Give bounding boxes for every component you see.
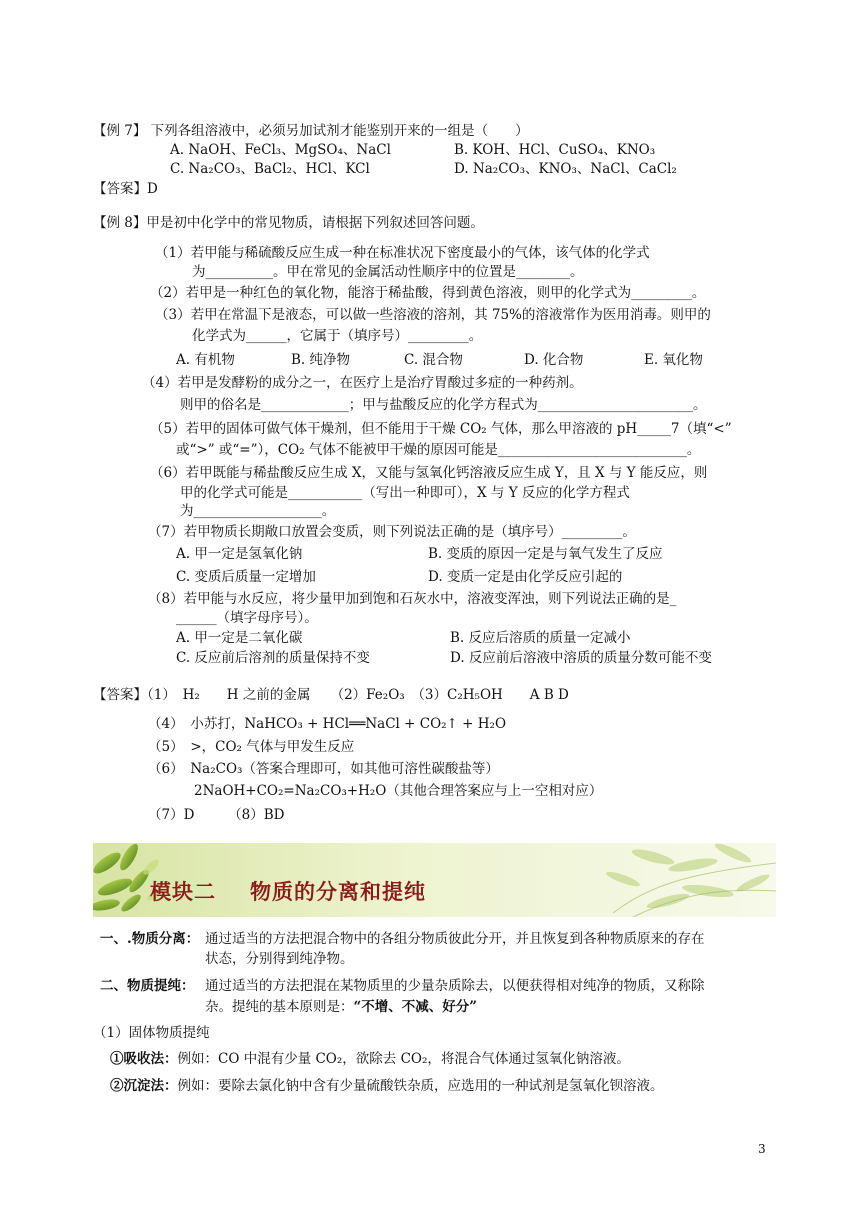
example-7-question: 【例 7】 下列各组溶液中，必须另加试剂才能鉴别开来的一组是（ ） (93, 123, 529, 139)
example-8-q3-option-e: E. 氧化物 (644, 352, 703, 368)
example-7-option-b: B. KOH、HCl、CuSO₄、KNO₃ (454, 142, 656, 158)
module-title-number: 模块二 (150, 880, 216, 904)
precipitation-method-label: ②沉淀法： (110, 1078, 178, 1094)
example-8-q5-line2: 或“>” 或“=”），CO₂ 气体不能被甲干燥的原因可能是____________________________。 (176, 442, 701, 458)
example-8-q7-option-b: B. 变质的原因一定是与氧气发生了反应 (428, 546, 663, 562)
separation-text-line2: 状态，分别得到纯净物。 (205, 951, 354, 967)
module-title (150, 876, 426, 906)
purification-label: 二、物质提纯： (100, 978, 195, 994)
example-8-q5-line1: （5）若甲的固体可做气体干燥剂，但不能用于干燥 CO₂ 气体，那么甲溶液的 pH_____7（填“<” (150, 421, 732, 437)
example-8-q3-option-c: C. 混合物 (404, 352, 463, 368)
example-8-q8-line1: （8）若甲能与水反应，将少量甲加到饱和石灰水中，溶液变浑浊，则下列说法正确的是_ (148, 591, 677, 607)
example-8-q4-line1: （4）若甲是发酵粉的成分之一，在医疗上是治疗胃酸过多症的一种药剂。 (142, 375, 583, 391)
example-7-option-d: D. Na₂CO₃、KNO₃、NaCl、CaCl₂ (454, 161, 677, 177)
example-8-q3-option-d: D. 化合物 (524, 352, 584, 368)
example-8-answer-6-equation: 2NaOH+CO₂=Na₂CO₃+H₂O（其他合理答案应与上一空相对应） (194, 783, 603, 799)
purification-text-line1: 通过适当的方法把混在某物质里的少量杂质除去，以便获得相对纯净的物质，又称除 (205, 978, 705, 994)
purification-text-prefix: 杂。提纯的基本原则是： (205, 999, 354, 1015)
page-number: 3 (758, 1142, 766, 1156)
solid-purification-heading: （1）固体物质提纯 (93, 1025, 210, 1041)
absorption-method (110, 1050, 630, 1068)
example-8-q8-option-b: B. 反应后溶质的质量一定减小 (450, 630, 631, 646)
example-8-answer-7-8: （7）D （8）BD (148, 807, 285, 823)
example-8-answer-5: （5） >，CO₂ 气体与甲发生反应 (148, 739, 355, 755)
example-8-q8-line2: ______（填字母序号）。 (176, 610, 318, 626)
precipitation-method (110, 1077, 664, 1095)
example-8-q1-line2: 为__________。甲在常见的金属活动性顺序中的位置是________。 (192, 264, 584, 280)
example-8-question: 【例 8】甲是初中化学中的常见物质，请根据下列叙述回答问题。 (93, 215, 484, 231)
module-title-text: 物质的分离和提纯 (250, 880, 426, 904)
example-8-q6-line1: （6）若甲既能与稀盐酸反应生成 X，又能与氢氧化钙溶液反应生成 Y，且 X 与 Y 能反应，则 (150, 465, 708, 481)
absorption-method-text: 例如：CO 中混有少量 CO₂，欲除去 CO₂，将混合气体通过氢氧化钠溶液。 (177, 1051, 630, 1067)
purification-principle: “不增、不减、好分” (353, 999, 478, 1015)
separation-text-line1: 通过适当的方法把混合物中的各组分物质彼此分开，并且恢复到各种物质原来的存在 (205, 931, 705, 947)
precipitation-method-text: 例如：要除去氯化钠中含有少量硫酸铁杂质，应选用的一种试剂是氢氧化钡溶液。 (177, 1078, 664, 1094)
example-8-q7-option-c: C. 变质后质量一定增加 (176, 569, 316, 585)
example-8-q3-line1: （3）若甲在常温下是液态，可以做一些溶液的溶剂，其 75%的溶液常作为医用消毒。则甲的 (155, 307, 711, 323)
example-8-q6-line2: 甲的化学式可能是___________（写出一种即可），X 与 Y 反应的化学方程式 (180, 485, 630, 501)
purification-text-line2 (205, 998, 477, 1016)
example-8-answer-line1: 【答案】（1） H₂ H 之前的金属 （2）Fe₂O₃ （3）C₂H₅OH A B D (93, 687, 569, 703)
example-8-q1-line1: （1）若甲能与稀硫酸反应生成一种在标准状况下密度最小的气体，该气体的化学式 (155, 245, 650, 261)
example-8-q7-option-d: D. 变质一定是由化学反应引起的 (428, 569, 623, 585)
example-8-q4-line2: 则甲的俗名是_____________；甲与盐酸反应的化学方程式为_______________________。 (180, 397, 707, 413)
example-8-q7: （7）若甲物质长期敞口放置会变质，则下列说法正确的是（填序号）_________。 (148, 524, 636, 540)
example-8-q8-option-c: C. 反应前后溶剂的质量保持不变 (176, 650, 370, 666)
example-7-option-c: C. Na₂CO₃、BaCl₂、HCl、KCl (170, 161, 370, 177)
example-8-q6-line3: 为___________________。 (180, 503, 336, 519)
example-8-answer-6: （6） Na₂CO₃（答案合理即可，如其他可溶性碳酸盐等） (148, 761, 499, 777)
example-8-q8-option-a: A. 甲一定是二氧化碳 (176, 630, 303, 646)
absorption-method-label: ①吸收法： (110, 1051, 178, 1067)
example-7-option-a: A. NaOH、FeCl₃、MgSO₄、NaCl (170, 142, 391, 158)
example-8-answer-4: （4） 小苏打，NaHCO₃ + HCl══NaCl + CO₂↑ + H₂O (148, 716, 507, 732)
example-7-answer: 【答案】D (93, 181, 158, 197)
example-8-q3-option-a: A. 有机物 (176, 352, 235, 368)
example-8-q2: （2）若甲是一种红色的氧化物，能溶于稀盐酸，得到黄色溶液，则甲的化学式为_________。 (150, 285, 706, 301)
example-8-q8-option-d: D. 反应前后溶液中溶质的质量分数可能不变 (450, 650, 712, 666)
separation-label: 一、.物质分离： (100, 931, 200, 947)
example-8-q7-option-a: A. 甲一定是氢氧化钠 (176, 546, 303, 562)
example-8-q3-line2: 化学式为______，它属于（填序号）_________。 (192, 328, 483, 344)
example-8-q3-option-b: B. 纯净物 (291, 352, 351, 368)
